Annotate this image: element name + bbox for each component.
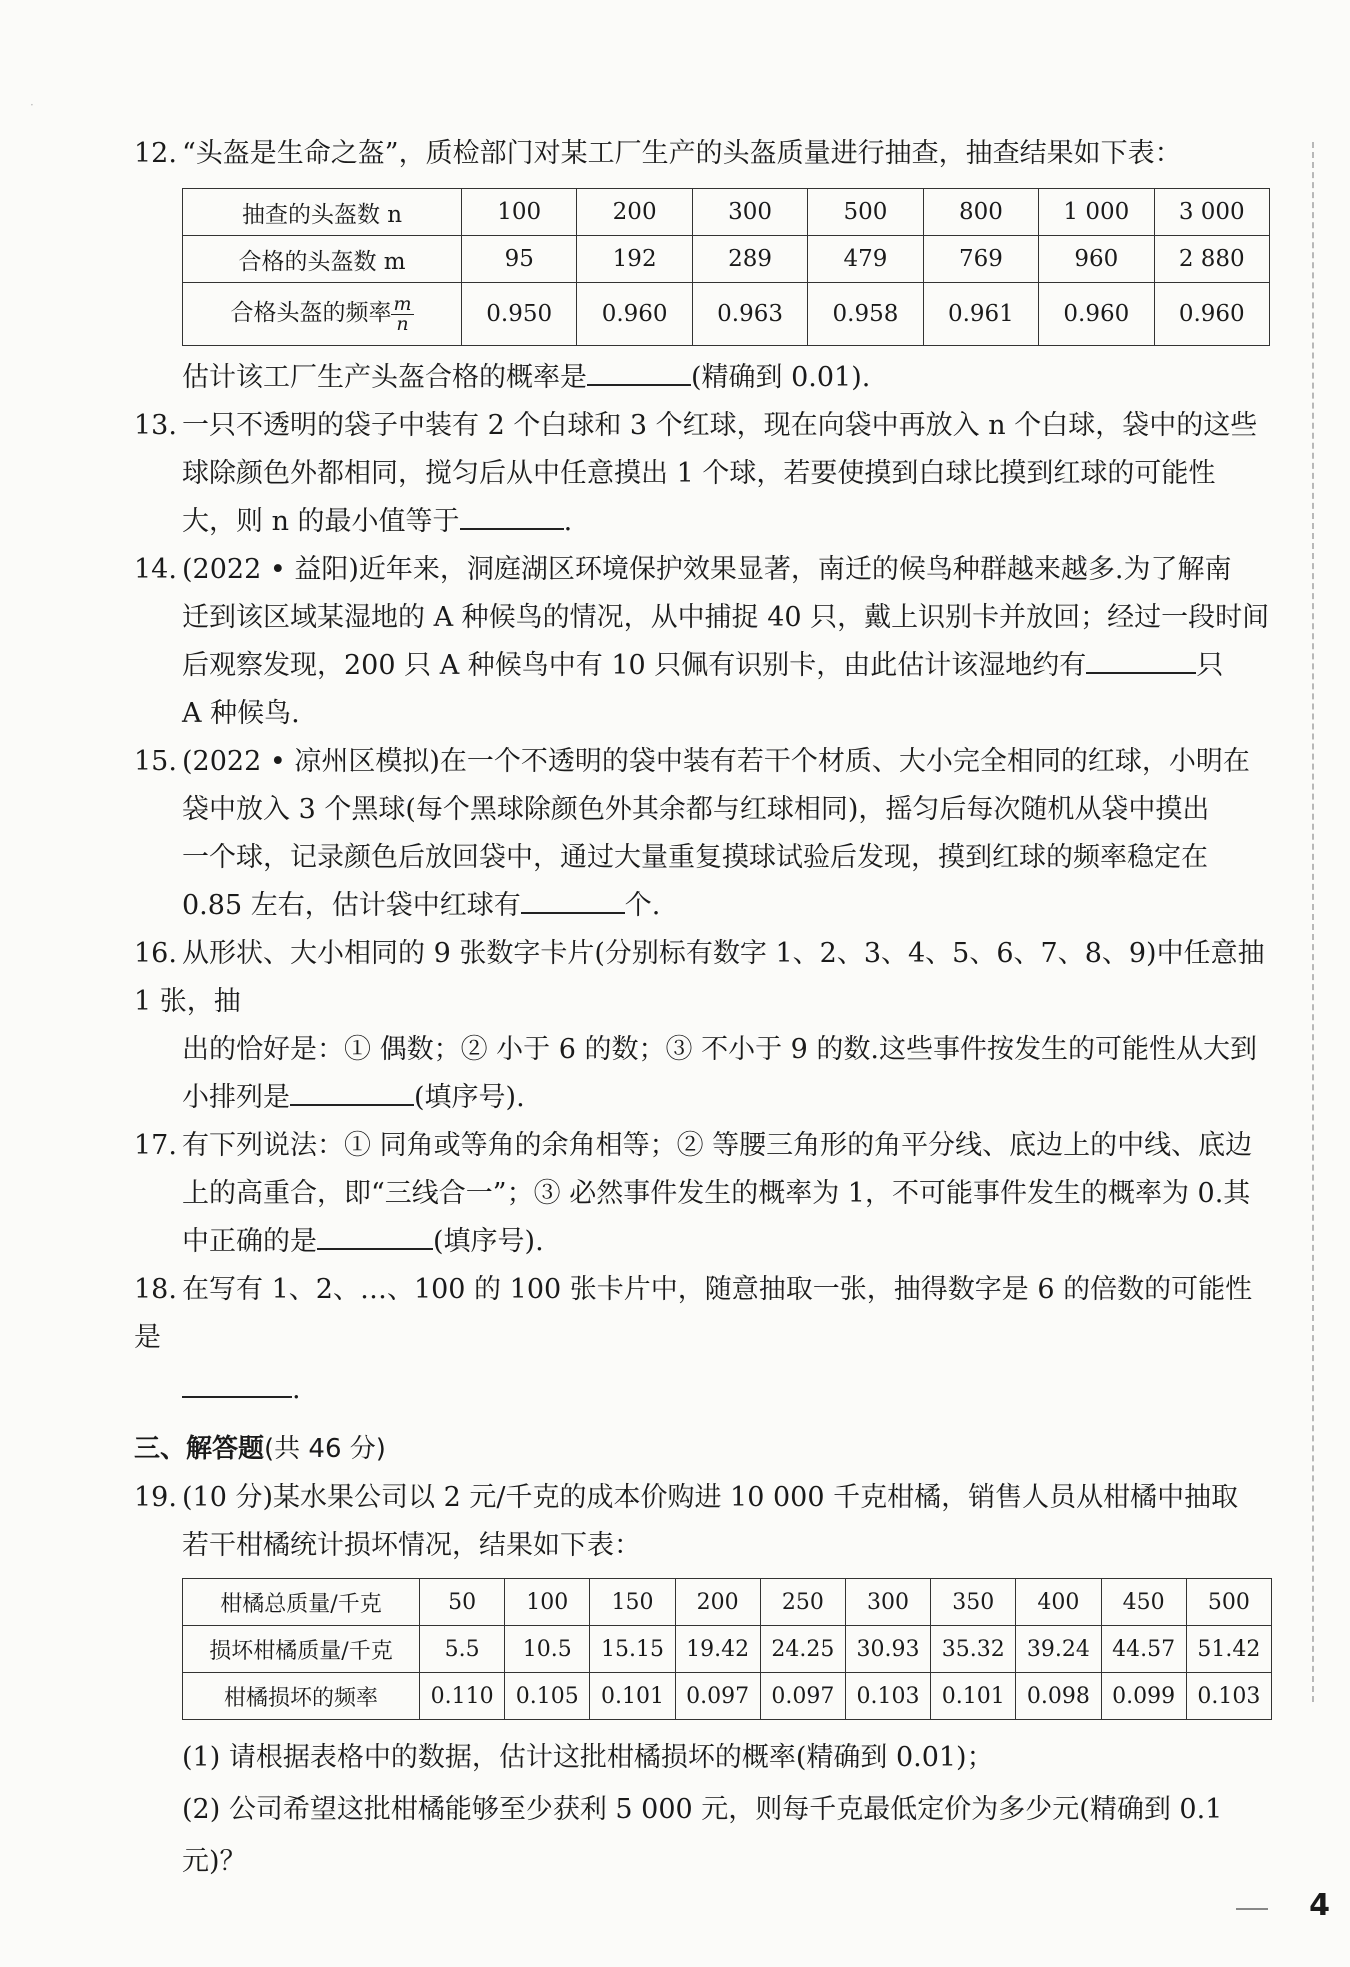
question-text: . (563, 506, 573, 537)
question-13-line: 球除颜色外都相同，搅匀后从中任意摸出 1 个球，若要使摸到白球比摸到红球的可能性 (182, 458, 1216, 489)
table-cell: 50 (420, 1579, 505, 1626)
section-points: (共 46 分) (264, 1434, 386, 1464)
fraction-numerator: m (393, 292, 412, 315)
table-cell: 0.960 (1154, 283, 1269, 346)
table-cell: 0.099 (1101, 1673, 1186, 1720)
table-cell: 960 (1039, 236, 1154, 283)
sub-question-1: (1) 请根据表格中的数据，估计这批柑橘损坏的概率(精确到 0.01)； (182, 1742, 994, 1773)
answer-blank[interactable] (182, 1370, 292, 1398)
table-cell: 250 (760, 1579, 845, 1626)
table-cell: 800 (923, 189, 1038, 236)
question-13-line (134, 498, 1270, 546)
fraction-m-over-n (391, 292, 413, 335)
citrus-damage-table (182, 1578, 1272, 1720)
table-row (183, 189, 1270, 236)
question-number: 16. (134, 938, 177, 969)
question-14 (134, 546, 1270, 594)
question-15 (134, 738, 1270, 786)
question-15-line: 袋中放入 3 个黑球(每个黑球除颜色外其余都与红球相同)，摇匀后每次随机从袋中摸出 (182, 794, 1210, 825)
question-18 (134, 1266, 1270, 1362)
question-text: (2022 • 益阳)近年来，洞庭湖区环境保护效果显著，南迁的候鸟种群越来越多.为了解南 (182, 554, 1232, 585)
page-number-rule (1236, 1908, 1268, 1910)
table-row (183, 236, 1270, 283)
answer-blank[interactable] (587, 358, 691, 386)
question-text: 在写有 1、2、…、100 的 100 张卡片中，随意抽取一张，抽得数字是 6 的倍数的可能性是 (134, 1274, 1253, 1353)
table-cell: 289 (692, 236, 807, 283)
table-cell: 150 (590, 1579, 675, 1626)
table-cell: 0.103 (845, 1673, 930, 1720)
table-cell: 30.93 (845, 1626, 930, 1673)
question-17 (134, 1122, 1270, 1170)
table-cell: 500 (1186, 1579, 1271, 1626)
question-number: 13. (134, 410, 177, 441)
table-cell: 300 (845, 1579, 930, 1626)
table-cell: 100 (462, 189, 577, 236)
table-cell: 3 000 (1154, 189, 1269, 236)
question-number: 15. (134, 746, 177, 777)
table-cell: 500 (808, 189, 923, 236)
row-header: 合格的头盔数 m (183, 236, 462, 283)
table-cell: 769 (923, 236, 1038, 283)
answer-blank[interactable] (290, 1078, 414, 1106)
row-header-label: 合格头盔的频率 (230, 300, 392, 327)
question-16 (134, 930, 1270, 1026)
question-13 (134, 402, 1270, 450)
scan-mark: · (30, 98, 34, 112)
table-cell: 350 (931, 1579, 1016, 1626)
table-cell: 0.950 (462, 283, 577, 346)
answer-blank[interactable] (317, 1222, 433, 1250)
margin-dashed-line (1312, 142, 1314, 1702)
question-text: (10 分)某水果公司以 2 元/千克的成本价购进 10 000 千克柑橘，销售人员从柑橘中抽取 (182, 1482, 1239, 1513)
table-cell: 450 (1101, 1579, 1186, 1626)
question-19-line: 若干柑橘统计损坏情况，结果如下表： (182, 1530, 641, 1561)
table-row (183, 1579, 1272, 1626)
question-number: 18. (134, 1274, 177, 1305)
question-17-line (134, 1218, 1270, 1266)
question-17-line: 上的高重合，即“三线合一”；③ 必然事件发生的概率为 1，不可能事件发生的概率为 0.其 (182, 1178, 1251, 1209)
table-cell: 35.32 (931, 1626, 1016, 1673)
answer-blank[interactable] (460, 502, 564, 530)
question-16-line: 出的恰好是：① 偶数；② 小于 6 的数；③ 不小于 9 的数.这些事件按发生的可能性从大到 (182, 1034, 1258, 1065)
question-text: 大，则 n 的最小值等于 (182, 506, 460, 537)
table-cell: 200 (577, 189, 692, 236)
table-cell: 2 880 (1154, 236, 1269, 283)
question-text: 只 (1196, 650, 1224, 681)
question-12-answer-line (134, 354, 1270, 402)
table-cell: 0.097 (675, 1673, 760, 1720)
table-cell: 192 (577, 236, 692, 283)
question-text: 估计该工厂生产头盔合格的概率是 (182, 362, 587, 393)
question-text: 从形状、大小相同的 9 张数字卡片(分别标有数字 1、2、3、4、5、6、7、8、9)中任意抽 1 张，抽 (134, 938, 1265, 1017)
row-header: 抽查的头盔数 n (183, 189, 462, 236)
sub-question-2: (2) 公司希望这批柑橘能够至少获利 5 000 元，则每千克最低定价为多少元(精确到 0.1 元)？ (182, 1794, 1223, 1877)
answer-blank[interactable] (521, 886, 625, 914)
table-cell: 0.963 (692, 283, 807, 346)
table-cell: 0.098 (1016, 1673, 1101, 1720)
question-number: 12. (134, 138, 177, 169)
question-text: (2022 • 凉州区模拟)在一个不透明的袋中装有若干个材质、大小完全相同的红球，小明在 (182, 746, 1250, 777)
answer-blank[interactable] (1086, 646, 1196, 674)
question-number: 14. (134, 554, 177, 585)
question-14-line: A 种候鸟. (182, 698, 300, 729)
row-header (183, 283, 462, 346)
table-cell: 0.103 (1186, 1673, 1271, 1720)
row-header: 柑橘损坏的频率 (183, 1673, 420, 1720)
question-text: 有下列说法：① 同角或等角的余角相等；② 等腰三角形的角平分线、底边上的中线、底边 (182, 1130, 1253, 1161)
question-14-line (134, 642, 1270, 690)
table-cell: 5.5 (420, 1626, 505, 1673)
table-cell: 0.101 (931, 1673, 1016, 1720)
table-cell: 479 (808, 236, 923, 283)
exercise-sheet (134, 130, 1270, 1888)
table-cell: 0.960 (1039, 283, 1154, 346)
table-cell: 51.42 (1186, 1626, 1271, 1673)
table-row (183, 1626, 1272, 1673)
question-18-line (134, 1362, 1270, 1418)
table-cell: 100 (505, 1579, 590, 1626)
question-text: . (292, 1374, 301, 1405)
table-cell: 0.958 (808, 283, 923, 346)
table-cell: 19.42 (675, 1626, 760, 1673)
table-cell: 0.097 (760, 1673, 845, 1720)
question-text: 中正确的是 (182, 1226, 317, 1257)
table-cell: 0.961 (923, 283, 1038, 346)
page-number: 4 (1309, 1888, 1330, 1923)
helmet-inspection-table (182, 188, 1270, 346)
row-header: 损坏柑橘质量/千克 (183, 1626, 420, 1673)
question-16-line (134, 1074, 1270, 1122)
question-19 (134, 1474, 1270, 1522)
table-cell: 200 (675, 1579, 760, 1626)
table-cell: 24.25 (760, 1626, 845, 1673)
table-cell: 39.24 (1016, 1626, 1101, 1673)
question-14-line: 迁到该区域某湿地的 A 种候鸟的情况，从中捕捉 40 只，戴上识别卡并放回；经过一段时间 (182, 602, 1270, 633)
question-number: 19. (134, 1482, 177, 1513)
question-text: 后观察发现，200 只 A 种候鸟中有 10 只佩有识别卡，由此估计该湿地约有 (182, 650, 1087, 681)
question-12 (134, 130, 1270, 178)
table-row (183, 1673, 1272, 1720)
table-row (183, 283, 1270, 346)
question-text: 一只不透明的袋子中装有 2 个白球和 3 个红球，现在向袋中再放入 n 个白球，袋中的这些 (182, 410, 1258, 441)
question-text: “头盔是生命之盔”，质检部门对某工厂生产的头盔质量进行抽查，抽查结果如下表： (182, 138, 1182, 169)
question-text: 0.85 左右，估计袋中红球有 (182, 890, 521, 921)
table-cell: 44.57 (1101, 1626, 1186, 1673)
question-text: (填序号). (433, 1226, 544, 1257)
question-15-line (134, 882, 1270, 930)
table-cell: 0.110 (420, 1673, 505, 1720)
question-text: (精确到 0.01). (691, 362, 871, 393)
table-cell: 0.960 (577, 283, 692, 346)
table-cell: 95 (462, 236, 577, 283)
row-header: 柑橘总质量/千克 (183, 1579, 420, 1626)
table-cell: 300 (692, 189, 807, 236)
question-15-line: 一个球，记录颜色后放回袋中，通过大量重复摸球试验后发现，摸到红球的频率稳定在 (182, 842, 1208, 873)
table-cell: 0.101 (590, 1673, 675, 1720)
table-cell: 400 (1016, 1579, 1101, 1626)
table-cell: 1 000 (1039, 189, 1154, 236)
table-cell: 10.5 (505, 1626, 590, 1673)
question-text: 个. (624, 890, 661, 921)
section-title: 三、解答题 (134, 1434, 265, 1464)
question-text: 小排列是 (182, 1082, 290, 1113)
table-cell: 0.105 (505, 1673, 590, 1720)
question-text: (填序号). (414, 1082, 525, 1113)
question-number: 17. (134, 1130, 177, 1161)
section-heading (134, 1424, 1270, 1474)
table-cell: 15.15 (590, 1626, 675, 1673)
fraction-denominator: n (396, 312, 409, 335)
